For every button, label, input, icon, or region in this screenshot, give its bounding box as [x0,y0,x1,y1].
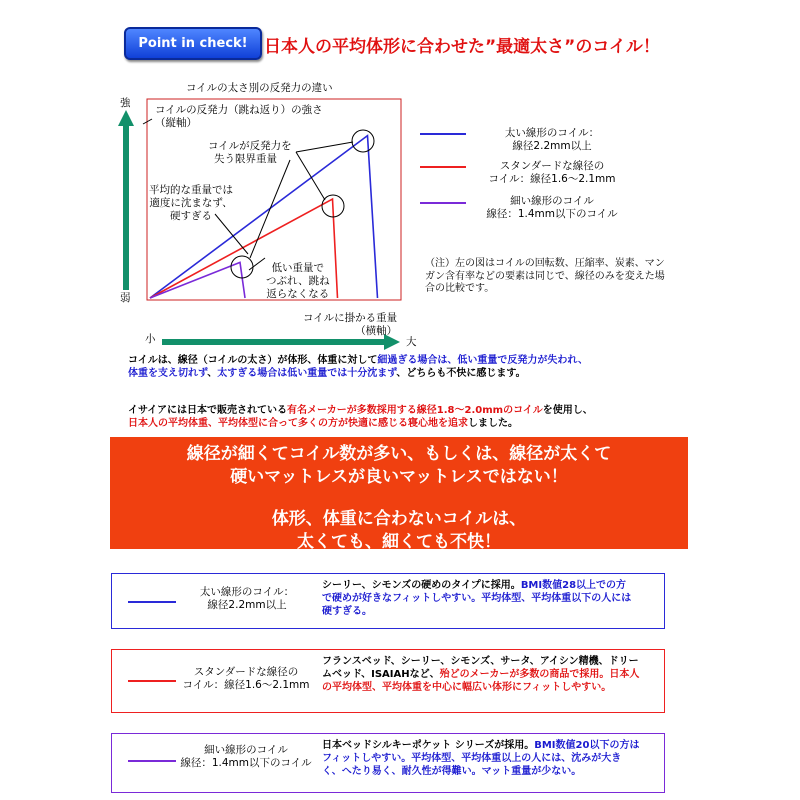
limit-annotation [208,140,292,166]
low-annotation-line: つぶれ、跳ね [266,275,330,287]
box-swatch-standard [128,679,176,683]
box-label-thick [182,586,312,612]
legend-line: 線径2.2mm以上 [512,140,592,152]
pointer-low [249,258,265,270]
low-annotation-line: 返らなくなる [266,288,330,300]
y-axis-top-label: 強 [120,97,131,109]
headline: 日本人の平均体形に合わせた”最適太さ”のコイル！ [264,37,660,57]
desc-segment: 殆どのメーカーが多数の商品で採用。日本人の平均体型、平均体重を中心に幅広い体形にフィットしやすい。 [322,669,640,693]
text-segment: を使用し、 [542,405,593,416]
box-label-line: 線径2.2mm以上 [207,599,287,611]
x-axis-right-label: 大 [406,336,417,348]
legend-line: スタンダードな線径の [499,160,605,172]
explanation-line-1 [128,355,588,368]
y-axis-description-line: コイルの反発力（跳ね返り）の強さ [155,104,323,116]
chart-title: コイルの太さ別の反発力の違い [186,82,333,94]
legend-line: 太い線形のコイル： [504,127,600,139]
isaiah-line-2 [128,418,593,431]
text-segment: 太すぎる場合は低い重量では十分沈まず [217,367,397,379]
chart-note: （注）左の図はコイルの回転数、圧縮率、炭素、マンガン含有率などの要素は同じで、線径のみを変えた場合の比較です。 [425,258,665,294]
legend-line: 線径：1.4mm以下のコイル [486,208,618,220]
desc-segment: 日本ベッドシルキーポケット シリーズが採用。 [322,740,535,751]
x-axis-description [303,312,397,338]
limit-annotation-line: 失う限界重量 [214,153,277,165]
warning-banner [110,437,688,552]
text-segment: コイルは、線径（コイルの太さ）が体形、体重に対して [128,355,378,366]
desc-segment: シーリー、シモンズの硬めのタイプに採用。 [322,580,521,591]
point-in-check-badge: Point in check! [124,27,262,60]
box-desc-standard [322,655,640,694]
box-label-line: 太い線形のコイル： [199,586,295,598]
desc-segment: BMI数値20以下の方はフィットしやすい。平均体型、平均体重以上の人には、沈みが大きく、へたり易く、耐久性が得難い。マット重量が少ない。 [322,740,640,777]
box-label-line: 線径：1.4mm以下のコイル [180,757,312,769]
legend-line: コイル：線径1.6～2.1mm [488,173,616,185]
banner-line: 体形、体重に合わないコイルは、 [271,509,527,529]
box-label-standard [176,666,316,692]
limit-annotation-line: コイルが反発力を [208,140,292,152]
low-weight-annotation [266,262,330,301]
x-axis-description-line: コイルに掛かる重量 [303,312,398,324]
low-annotation-line: 低い重量で [271,262,325,274]
desc-segment: BMI数値28以上での方で硬めが好きなフィットしやすい。平均体型、平均体重以下の人には硬すぎる。 [322,580,632,617]
y-axis-arrowhead [118,110,134,126]
pointer-limit-standard [296,152,325,200]
text-segment: 日本人の平均体重、平均体型に合って多くの方が快適に感じる寝心地を追求 [128,417,468,429]
box-desc-thin [322,739,640,778]
coil-box-thick [111,573,665,629]
banner-line: 太くても、細くても不快！ [297,532,501,552]
text-segment: しました。 [468,417,518,429]
text-segment: 、どちらも不快に感じます。 [396,367,526,379]
box-swatch-thin [128,759,176,763]
legend-item-thick [472,127,632,153]
text-segment: 細過ぎる場合は、低い重量で反発力が失われ、 [377,355,589,366]
y-axis-bottom-label: 弱 [120,292,131,304]
explanation-line-2 [128,368,588,381]
limit-circle-thick [352,130,374,152]
isaiah-paragraph [128,405,593,430]
average-annotation-line: 硬すぎる [170,210,212,222]
y-axis-description [155,104,323,130]
text-segment: イサイアには日本で販売されている [128,405,287,416]
banner-line: 線径が細くてコイル数が多い、もしくは、線径が太くて [186,444,612,464]
box-label-thin [176,744,316,770]
isaiah-line-1 [128,405,593,418]
legend-item-standard [472,160,632,186]
box-label-line: スタンダードな線径の [193,666,299,678]
box-desc-thick [322,579,634,618]
box-label-line: 細い線形のコイル [204,744,288,756]
text-segment: 体重を支え切れず [128,367,208,379]
legend-line: 細い線形のコイル [510,195,594,207]
explanation-paragraph [128,355,588,380]
y-axis-description-line: （縦軸） [155,117,197,129]
x-axis-left-label: 小 [145,333,156,345]
coil-box-standard [111,649,665,713]
box-label-line: コイル：線径1.6～2.1mm [182,679,310,691]
legend-swatches [420,125,470,215]
text-segment: 、 [207,367,218,379]
banner-line: 硬いマットレスが良いマットレスではない！ [230,467,568,487]
coil-box-thin [111,733,665,793]
legend-item-thin [472,195,632,221]
pointer-limit-thick [296,142,353,152]
text-segment: 有名メーカーが多数採用する線径1.8～2.0mmのコイル [287,405,543,416]
x-axis-description-line: （横軸） [355,325,398,337]
pointer-limit-low [250,160,290,258]
box-swatch-thick [128,600,176,604]
average-annotation-line: 平均的な重量では [149,184,233,196]
average-weight-annotation [149,184,233,223]
desc-segment: フランスベッド、シーリー、シモンズ、サータ、アイシン精機、ドリームベッド、ISAIAHなど、 [322,656,639,680]
average-annotation-line: 適度に沈まなず、 [149,197,233,209]
